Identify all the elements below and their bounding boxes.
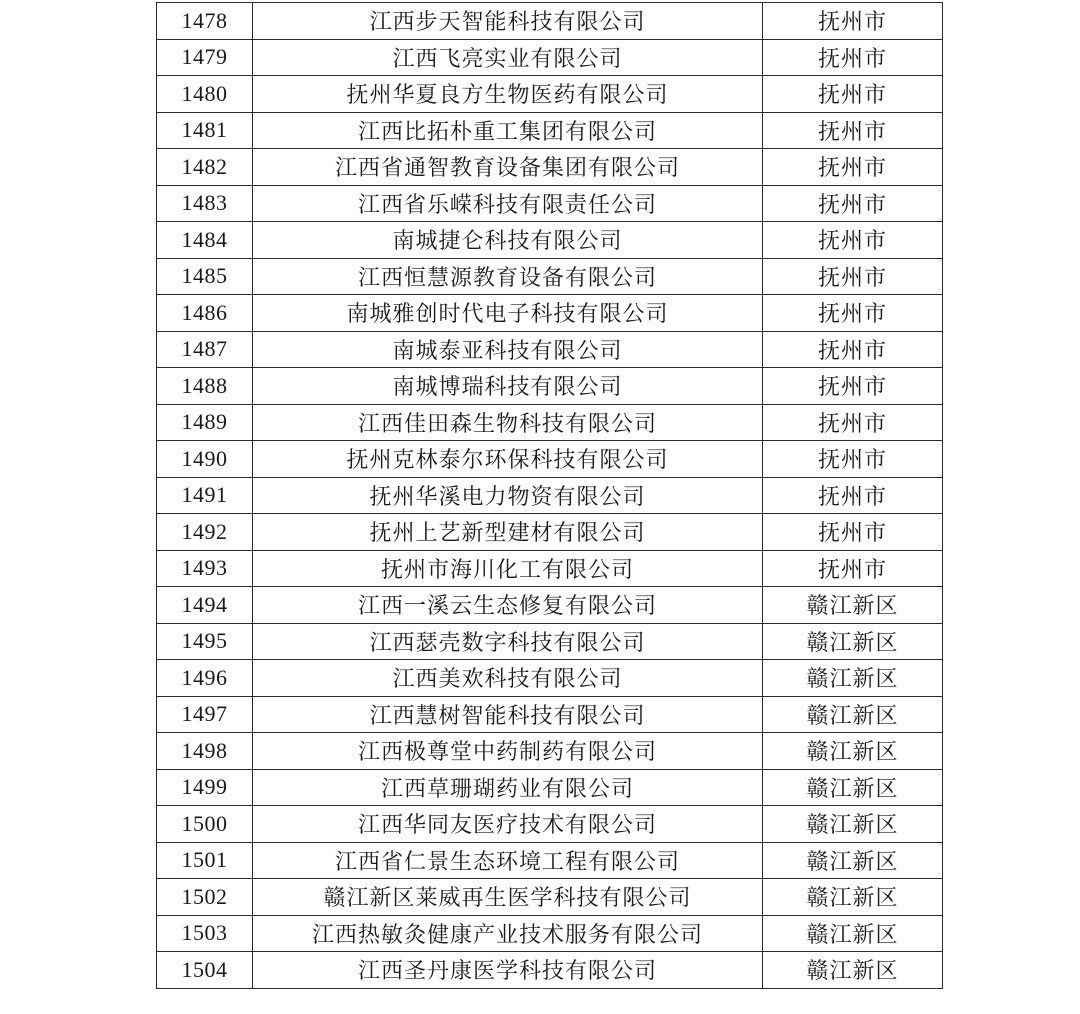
table-row [157, 660, 943, 697]
company-name: 江西省乐嵘科技有限责任公司 [253, 185, 763, 222]
company-name: 江西华同友医疗技术有限公司 [253, 806, 763, 843]
city-name: 抚州市 [763, 295, 943, 332]
table-row [157, 441, 943, 478]
company-name: 抚州华夏良方生物医药有限公司 [253, 76, 763, 113]
table-row [157, 842, 943, 879]
city-name: 抚州市 [763, 39, 943, 76]
company-name: 江西热敏灸健康产业技术服务有限公司 [253, 915, 763, 952]
table-row [157, 295, 943, 332]
table-row [157, 587, 943, 624]
row-number: 1483 [157, 185, 253, 222]
row-number: 1502 [157, 879, 253, 916]
table-row [157, 112, 943, 149]
city-name: 抚州市 [763, 185, 943, 222]
table-row [157, 368, 943, 405]
company-name: 江西佳田森生物科技有限公司 [253, 404, 763, 441]
city-name: 抚州市 [763, 550, 943, 587]
table-row [157, 404, 943, 441]
city-name: 赣江新区 [763, 842, 943, 879]
table-row [157, 76, 943, 113]
table-row [157, 806, 943, 843]
company-name: 江西慧树智能科技有限公司 [253, 696, 763, 733]
company-name: 江西一溪云生态修复有限公司 [253, 587, 763, 624]
row-number: 1486 [157, 295, 253, 332]
company-table [156, 2, 943, 989]
table-row [157, 514, 943, 551]
row-number: 1504 [157, 952, 253, 989]
city-name: 赣江新区 [763, 915, 943, 952]
row-number: 1481 [157, 112, 253, 149]
city-name: 赣江新区 [763, 879, 943, 916]
table-row [157, 3, 943, 40]
city-name: 赣江新区 [763, 769, 943, 806]
company-name: 抚州上艺新型建材有限公司 [253, 514, 763, 551]
document-page [156, 2, 942, 989]
company-name: 南城捷仑科技有限公司 [253, 222, 763, 259]
city-name: 抚州市 [763, 112, 943, 149]
city-name: 抚州市 [763, 76, 943, 113]
row-number: 1480 [157, 76, 253, 113]
city-name: 抚州市 [763, 258, 943, 295]
table-row [157, 185, 943, 222]
row-number: 1498 [157, 733, 253, 770]
company-name: 江西极尊堂中药制药有限公司 [253, 733, 763, 770]
city-name: 赣江新区 [763, 806, 943, 843]
row-number: 1488 [157, 368, 253, 405]
table-row [157, 149, 943, 186]
row-number: 1490 [157, 441, 253, 478]
table-row [157, 733, 943, 770]
company-name: 抚州克林泰尔环保科技有限公司 [253, 441, 763, 478]
city-name: 赣江新区 [763, 623, 943, 660]
row-number: 1499 [157, 769, 253, 806]
row-number: 1489 [157, 404, 253, 441]
city-name: 赣江新区 [763, 587, 943, 624]
table-row [157, 550, 943, 587]
company-name: 南城泰亚科技有限公司 [253, 331, 763, 368]
company-name: 江西飞亮实业有限公司 [253, 39, 763, 76]
row-number: 1484 [157, 222, 253, 259]
table-row [157, 477, 943, 514]
company-name: 江西步天智能科技有限公司 [253, 3, 763, 40]
row-number: 1503 [157, 915, 253, 952]
row-number: 1496 [157, 660, 253, 697]
row-number: 1493 [157, 550, 253, 587]
city-name: 抚州市 [763, 404, 943, 441]
company-name: 江西圣丹康医学科技有限公司 [253, 952, 763, 989]
company-name: 江西比拓朴重工集团有限公司 [253, 112, 763, 149]
company-name: 南城博瑞科技有限公司 [253, 368, 763, 405]
city-name: 抚州市 [763, 441, 943, 478]
table-row [157, 39, 943, 76]
company-name: 江西瑟壳数字科技有限公司 [253, 623, 763, 660]
company-name: 江西草珊瑚药业有限公司 [253, 769, 763, 806]
table-row [157, 331, 943, 368]
table-row [157, 952, 943, 989]
company-name: 江西省通智教育设备集团有限公司 [253, 149, 763, 186]
row-number: 1494 [157, 587, 253, 624]
table-row [157, 879, 943, 916]
row-number: 1487 [157, 331, 253, 368]
city-name: 抚州市 [763, 477, 943, 514]
company-name: 南城雅创时代电子科技有限公司 [253, 295, 763, 332]
table-row [157, 258, 943, 295]
row-number: 1495 [157, 623, 253, 660]
row-number: 1501 [157, 842, 253, 879]
row-number: 1482 [157, 149, 253, 186]
table-row [157, 769, 943, 806]
city-name: 抚州市 [763, 514, 943, 551]
row-number: 1497 [157, 696, 253, 733]
row-number: 1479 [157, 39, 253, 76]
city-name: 赣江新区 [763, 696, 943, 733]
row-number: 1492 [157, 514, 253, 551]
company-table-body [157, 3, 943, 989]
row-number: 1491 [157, 477, 253, 514]
company-name: 江西美欢科技有限公司 [253, 660, 763, 697]
city-name: 赣江新区 [763, 733, 943, 770]
city-name: 抚州市 [763, 149, 943, 186]
company-name: 赣江新区莱威再生医学科技有限公司 [253, 879, 763, 916]
company-name: 江西省仁景生态环境工程有限公司 [253, 842, 763, 879]
row-number: 1500 [157, 806, 253, 843]
city-name: 抚州市 [763, 368, 943, 405]
table-row [157, 623, 943, 660]
row-number: 1485 [157, 258, 253, 295]
company-name: 抚州市海川化工有限公司 [253, 550, 763, 587]
table-row [157, 915, 943, 952]
city-name: 抚州市 [763, 3, 943, 40]
city-name: 赣江新区 [763, 660, 943, 697]
row-number: 1478 [157, 3, 253, 40]
city-name: 赣江新区 [763, 952, 943, 989]
city-name: 抚州市 [763, 331, 943, 368]
company-name: 江西恒慧源教育设备有限公司 [253, 258, 763, 295]
table-row [157, 222, 943, 259]
company-name: 抚州华溪电力物资有限公司 [253, 477, 763, 514]
table-row [157, 696, 943, 733]
city-name: 抚州市 [763, 222, 943, 259]
